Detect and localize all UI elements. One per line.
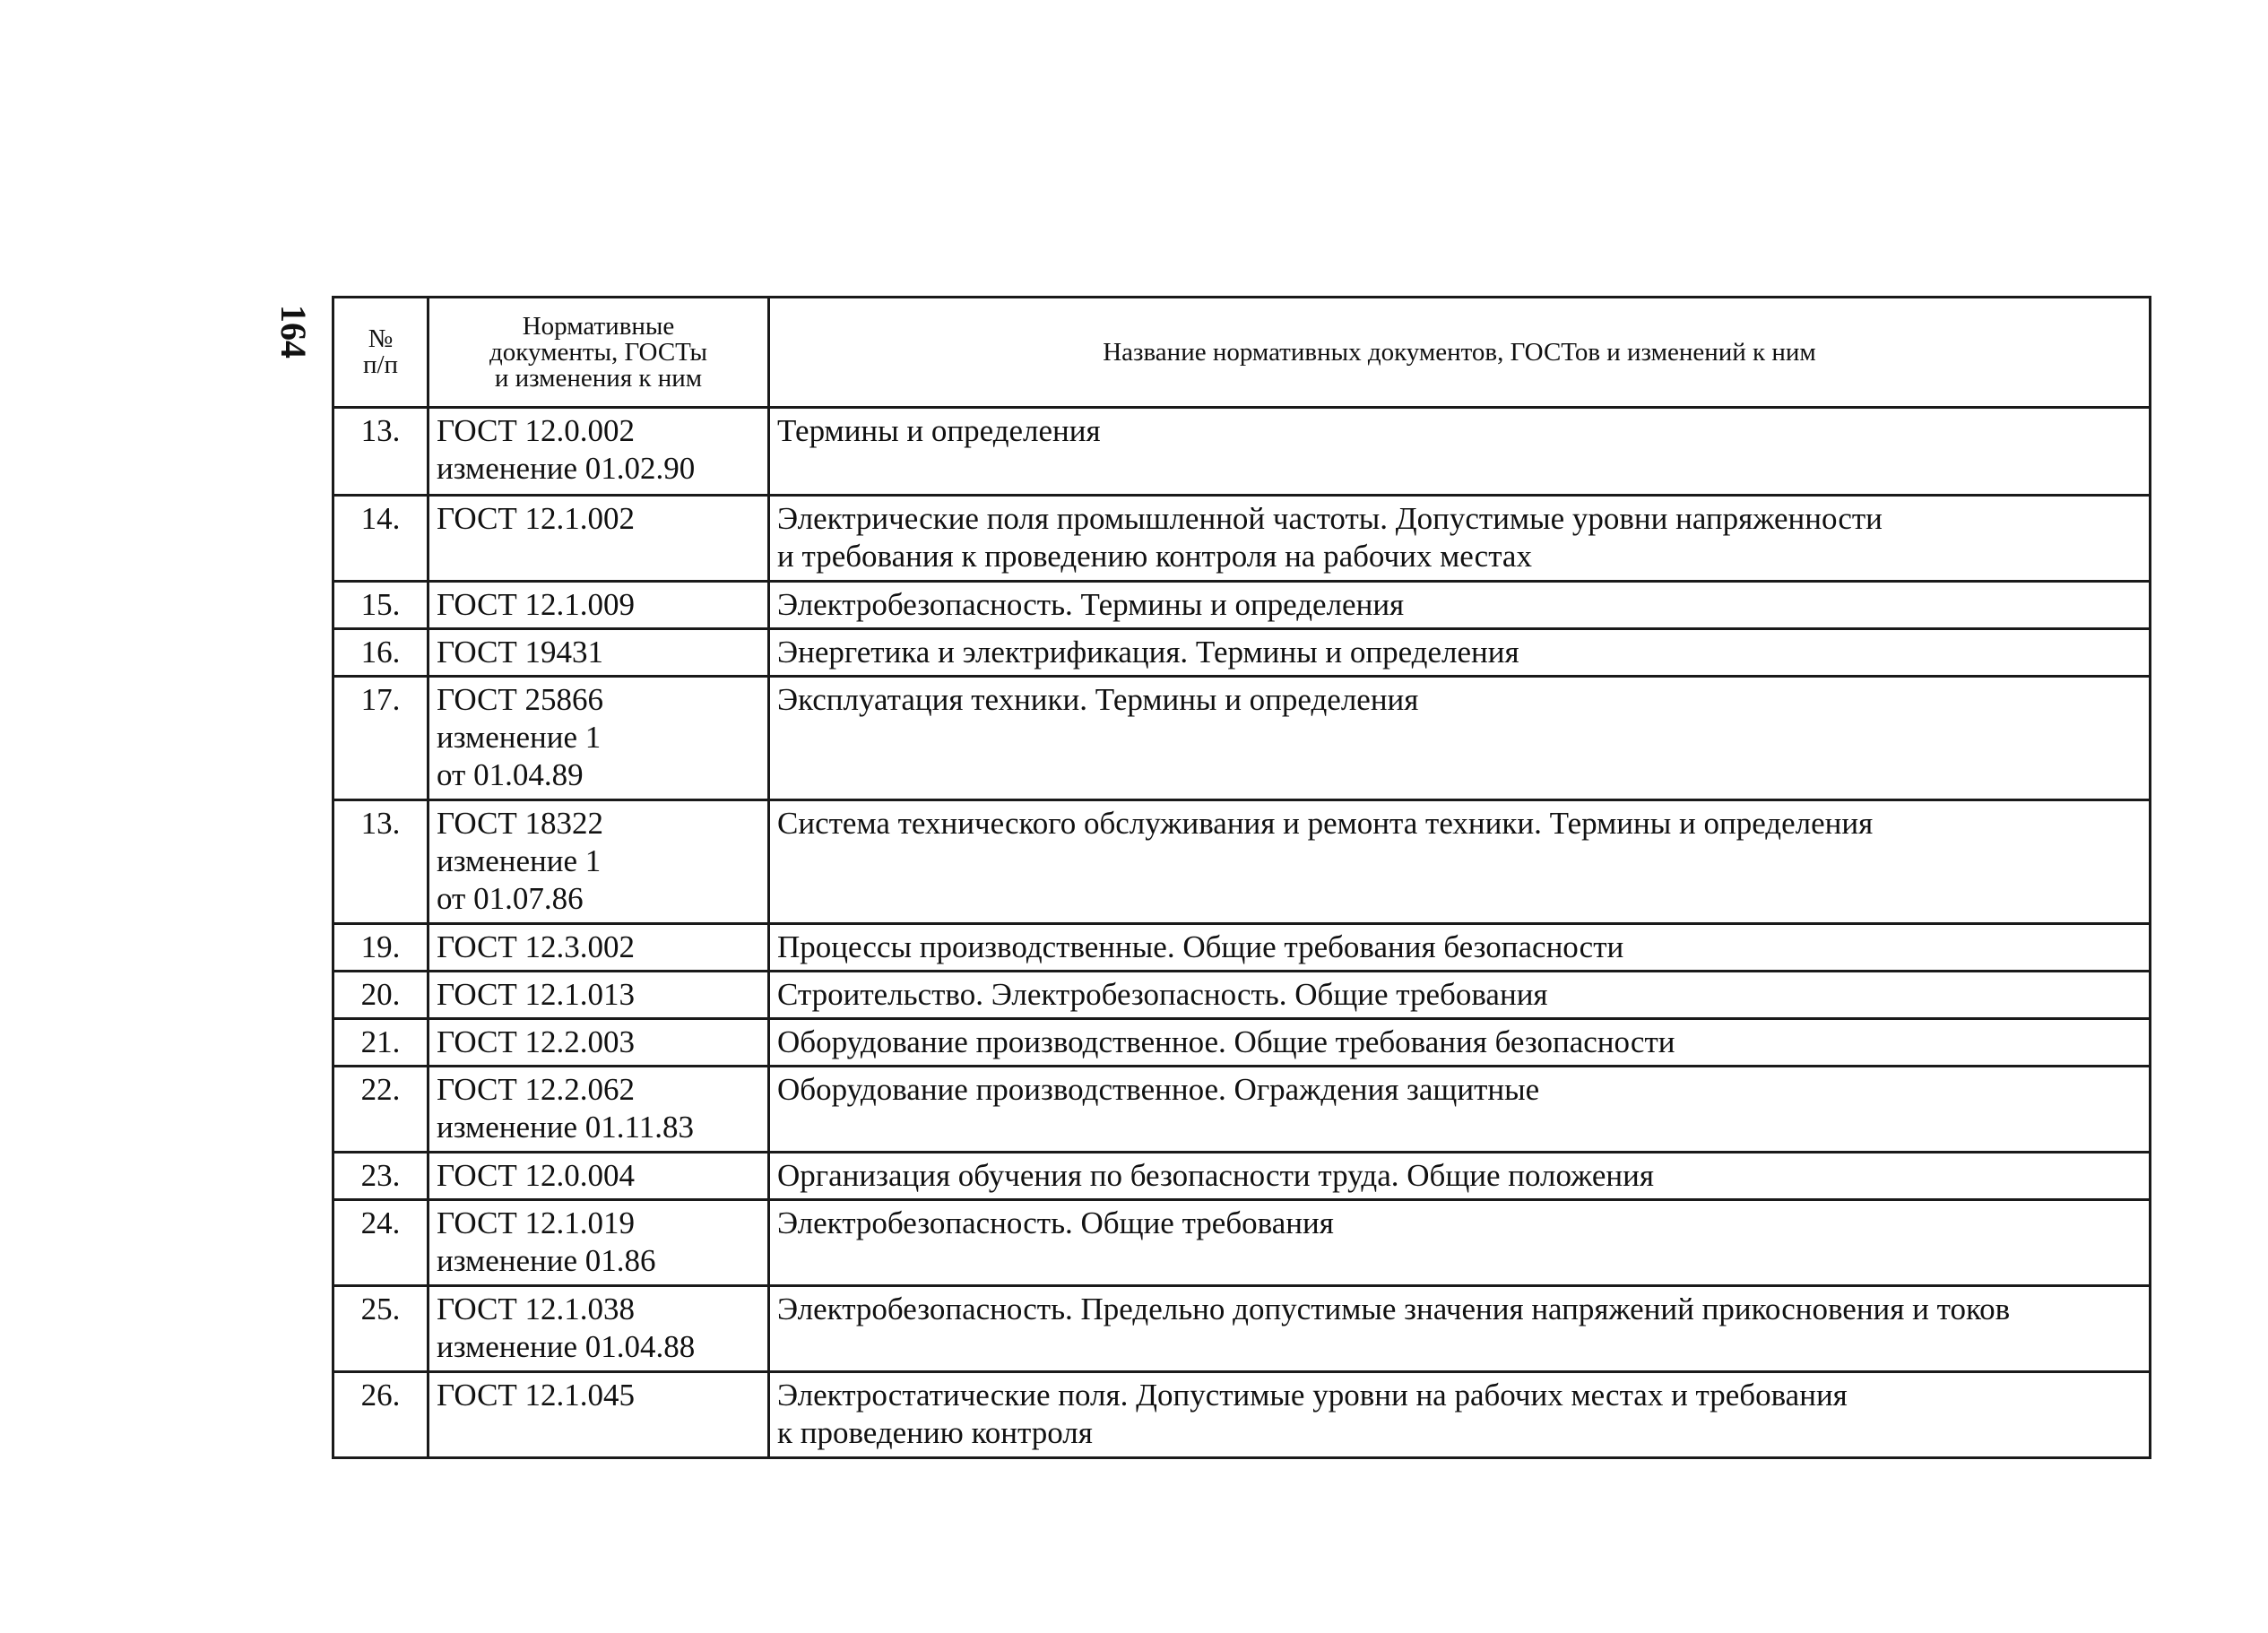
row-document-name: Строительство. Электробезопасность. Общие требования <box>769 972 2151 1019</box>
table-row <box>333 1153 2151 1200</box>
row-document-name: Термины и определения <box>769 408 2151 496</box>
row-document: ГОСТ 12.1.002 <box>428 496 769 582</box>
row-document-name: Электробезопасность. Общие требования <box>769 1200 2151 1286</box>
row-document: ГОСТ 12.1.045 <box>428 1372 769 1458</box>
table-row <box>333 629 2151 677</box>
row-document: ГОСТ 25866 изменение 1 от 01.04.89 <box>428 677 769 800</box>
row-document-name: Электростатические поля. Допустимые уровни на рабочих местах и требования к проведению контроля <box>769 1372 2151 1458</box>
row-number: 17. <box>333 677 428 800</box>
table-row <box>333 496 2151 582</box>
row-number: 13. <box>333 800 428 924</box>
row-document-name: Процессы производственные. Общие требования безопасности <box>769 924 2151 972</box>
table-row <box>333 408 2151 496</box>
row-number: 24. <box>333 1200 428 1286</box>
row-document: ГОСТ 12.1.013 <box>428 972 769 1019</box>
header-number: № п/п <box>333 298 428 408</box>
row-number: 14. <box>333 496 428 582</box>
row-number: 23. <box>333 1153 428 1200</box>
row-number: 20. <box>333 972 428 1019</box>
table-row <box>333 677 2151 800</box>
table-row <box>333 972 2151 1019</box>
row-document: ГОСТ 12.2.062 изменение 01.11.83 <box>428 1067 769 1153</box>
row-document: ГОСТ 18322 изменение 1 от 01.07.86 <box>428 800 769 924</box>
row-document: ГОСТ 12.0.002 изменение 01.02.90 <box>428 408 769 496</box>
table-row <box>333 924 2151 972</box>
header-documents: Нормативные документы, ГОСТы и изменения к ним <box>428 298 769 408</box>
table-row <box>333 1019 2151 1067</box>
row-document: ГОСТ 12.1.038 изменение 01.04.88 <box>428 1286 769 1372</box>
page-number: 164 <box>273 305 314 359</box>
row-document: ГОСТ 12.2.003 <box>428 1019 769 1067</box>
table-row <box>333 1286 2151 1372</box>
row-document-name: Электробезопасность. Термины и определения <box>769 582 2151 629</box>
table-row <box>333 1067 2151 1153</box>
row-document: ГОСТ 12.1.009 <box>428 582 769 629</box>
row-number: 16. <box>333 629 428 677</box>
header-document-names: Название нормативных документов, ГОСТов и изменений к ним <box>769 298 2151 408</box>
table-header-row <box>333 298 2151 408</box>
row-number: 25. <box>333 1286 428 1372</box>
row-number: 13. <box>333 408 428 496</box>
row-number: 15. <box>333 582 428 629</box>
row-number: 26. <box>333 1372 428 1458</box>
row-document: ГОСТ 12.1.019 изменение 01.86 <box>428 1200 769 1286</box>
row-number: 21. <box>333 1019 428 1067</box>
table-row <box>333 800 2151 924</box>
row-document-name: Электробезопасность. Предельно допустимые значения напряжений прикосновения и токов <box>769 1286 2151 1372</box>
row-document-name: Эксплуатация техники. Термины и определения <box>769 677 2151 800</box>
row-document-name: Организация обучения по безопасности труда. Общие положения <box>769 1153 2151 1200</box>
table-row <box>333 1372 2151 1458</box>
table-row <box>333 1200 2151 1286</box>
row-document-name: Энергетика и электрификация. Термины и определения <box>769 629 2151 677</box>
row-document: ГОСТ 19431 <box>428 629 769 677</box>
table-row <box>333 582 2151 629</box>
row-document-name: Электрические поля промышленной частоты. Допустимые уровни напряженности и требования к проведению контроля на рабочих местах <box>769 496 2151 582</box>
row-document-name: Система технического обслуживания и ремонта техники. Термины и определения <box>769 800 2151 924</box>
row-number: 19. <box>333 924 428 972</box>
row-document: ГОСТ 12.0.004 <box>428 1153 769 1200</box>
row-document: ГОСТ 12.3.002 <box>428 924 769 972</box>
gost-documents-table <box>332 296 2151 1459</box>
row-document-name: Оборудование производственное. Общие требования безопасности <box>769 1019 2151 1067</box>
row-number: 22. <box>333 1067 428 1153</box>
row-document-name: Оборудование производственное. Ограждения защитные <box>769 1067 2151 1153</box>
